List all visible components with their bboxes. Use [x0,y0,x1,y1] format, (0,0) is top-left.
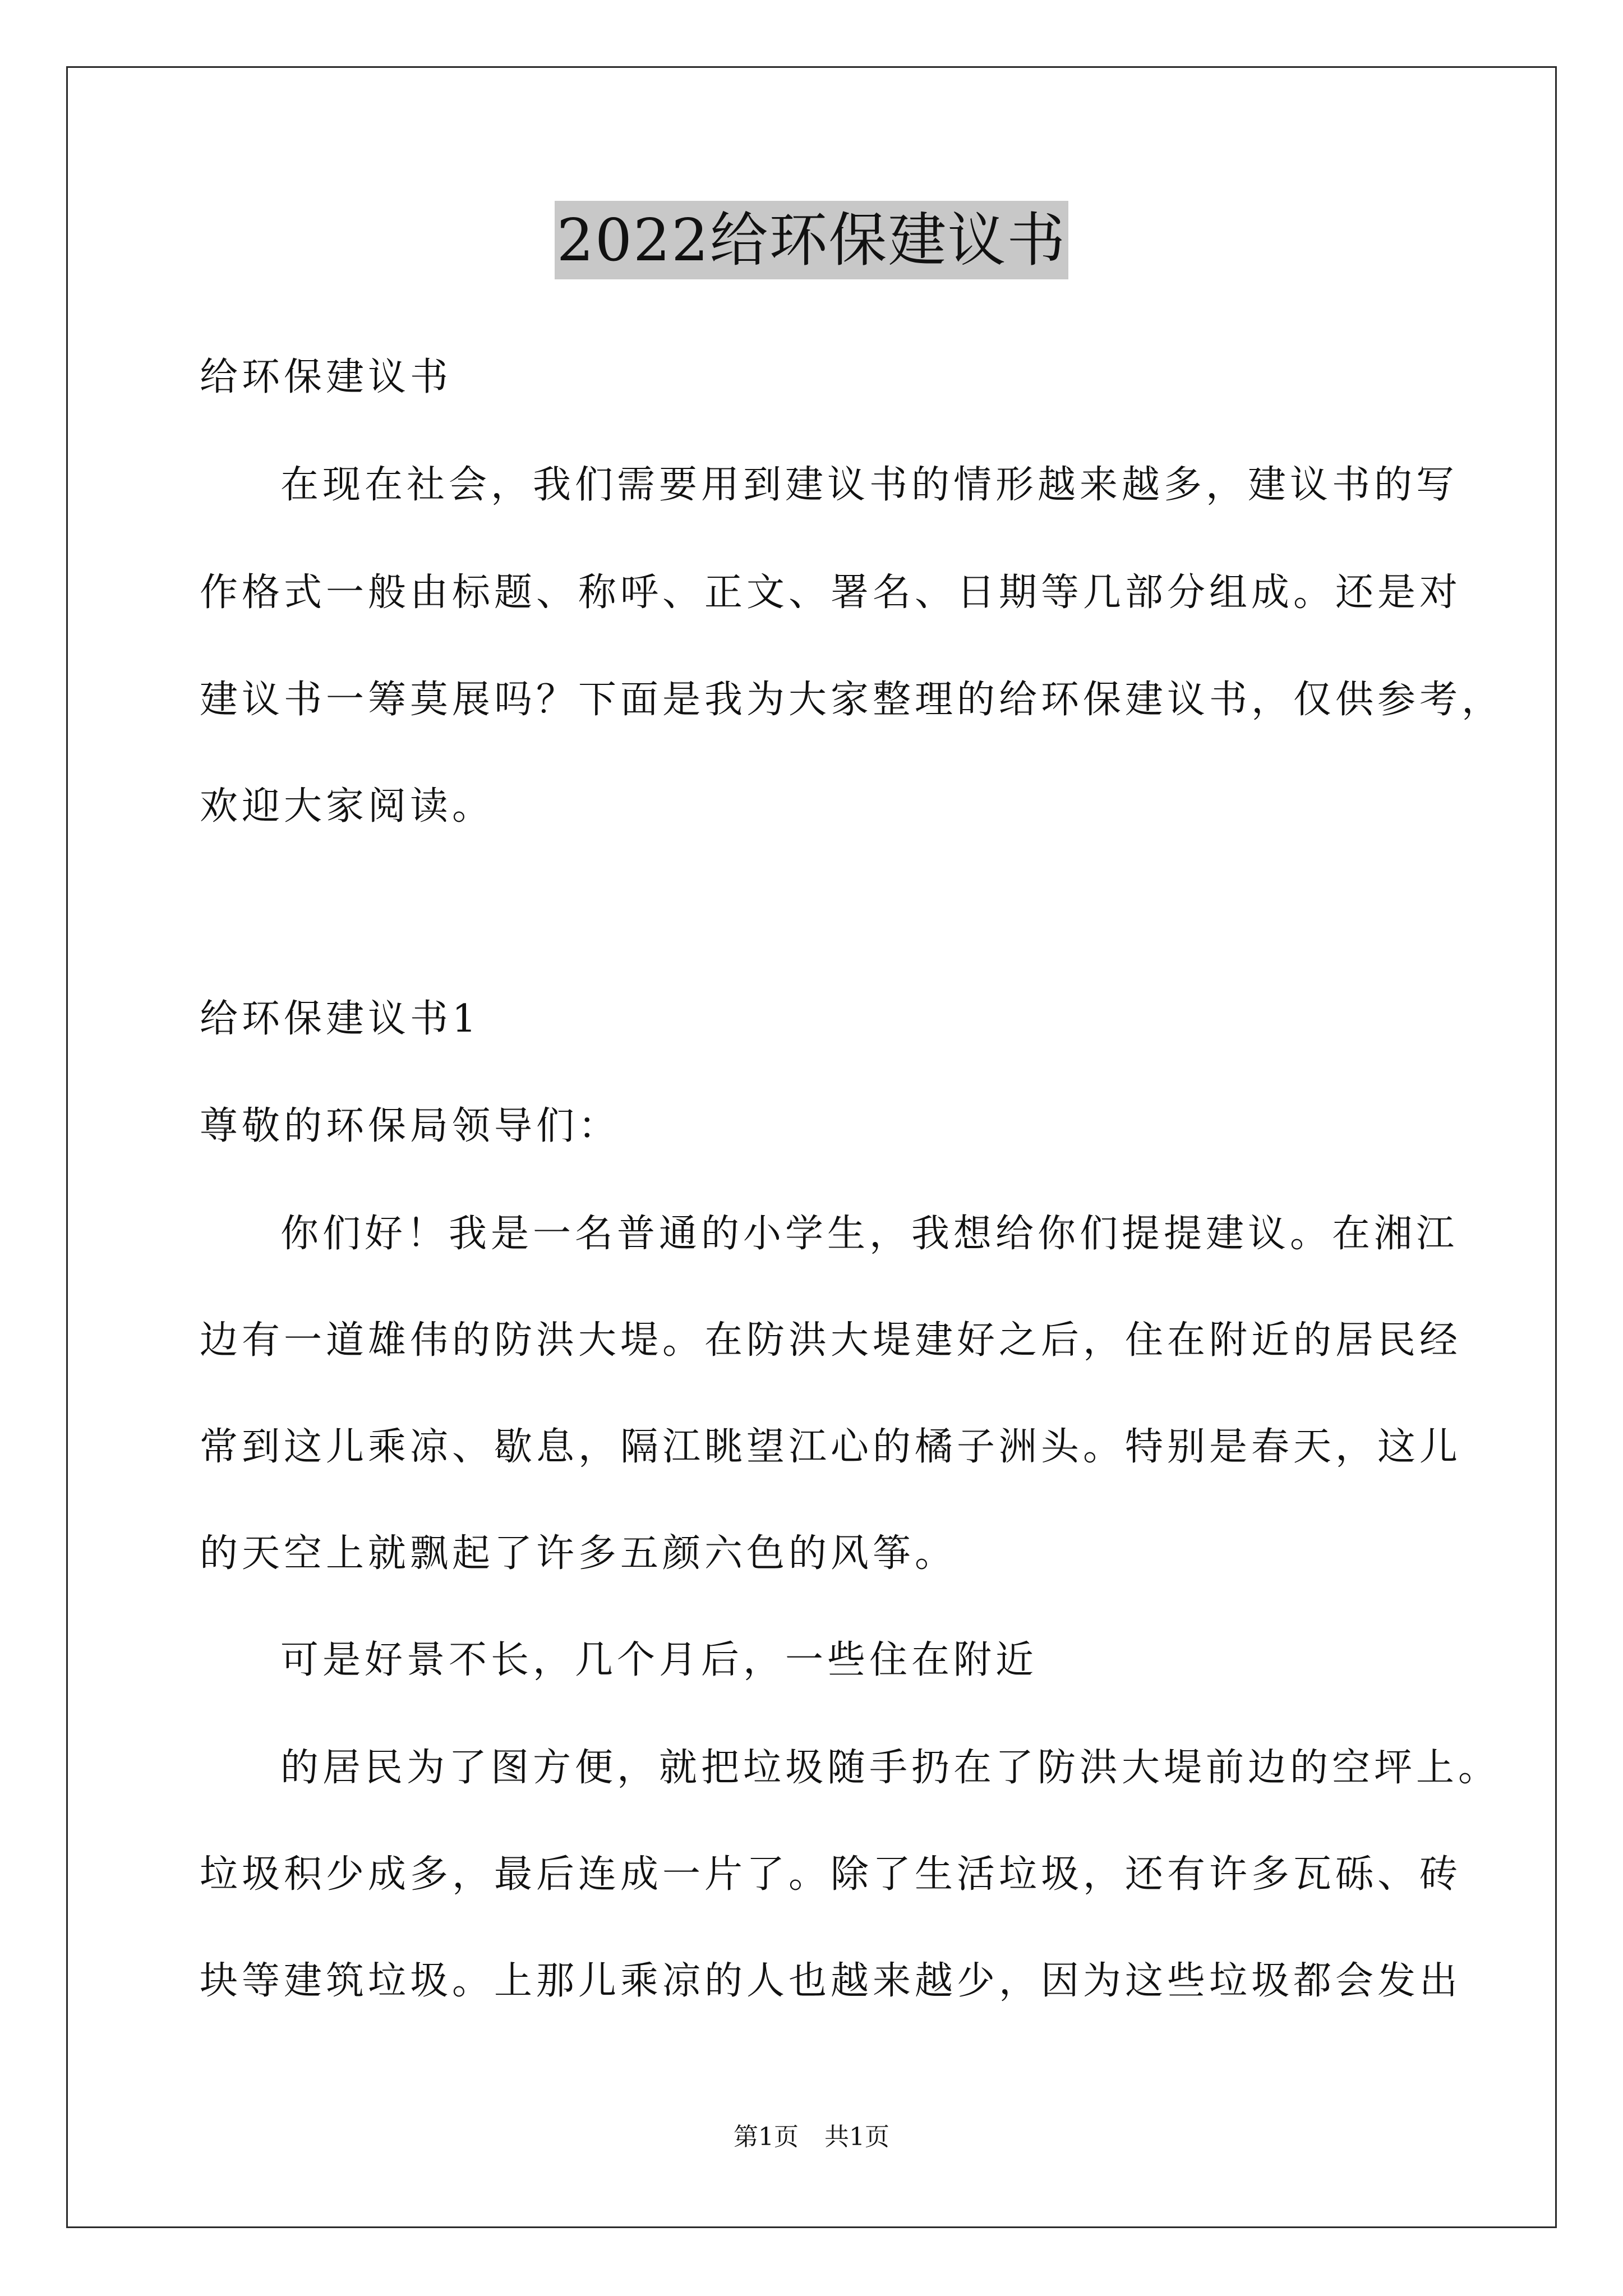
document-title: 2022给环保建议书 [555,201,1069,279]
paragraph-line: 你们好！我是一名普通的小学生，我想给你们提提建议。在湘江 [280,1212,1459,1256]
title-container [0,201,1623,279]
salutation: 尊敬的环保局领导们： [200,1104,621,1148]
page-total: 共1页 [824,2123,889,2151]
intro-line: 作格式一般由标题、称呼、正文、署名、日期等几部分组成。还是对 [200,570,1462,615]
intro-line: 欢迎大家阅读。 [200,784,495,829]
page-number: 第1页 [734,2123,799,2151]
intro-line: 在现在社会，我们需要用到建议书的情形越来越多，建议书的写 [280,463,1459,507]
paragraph-line: 的天空上就飘起了许多五颜六色的风筝。 [200,1531,957,1576]
intro-line: 建议书一筹莫展吗？下面是我为大家整理的给环保建议书，仅供参考， [200,678,1504,722]
paragraph-line: 垃圾积少成多，最后连成一片了。除了生活垃圾，还有许多瓦砾、砖 [200,1852,1462,1897]
paragraph-line: 的居民为了图方便，就把垃圾随手扔在了防洪大堤前边的空坪上。 [280,1746,1501,1790]
paragraph-line: 块等建筑垃圾。上那儿乘凉的人也越来越少，因为这些垃圾都会发出 [200,1959,1462,2003]
section-heading: 给环保建议书1 [200,997,481,1041]
paragraph-line: 边有一道雄伟的防洪大堤。在防洪大堤建好之后，住在附近的居民经 [200,1318,1462,1363]
page-footer [0,2120,1623,2154]
paragraph-line: 常到这儿乘凉、歇息，隔江眺望江心的橘子洲头。特别是春天，这儿 [200,1425,1462,1469]
paragraph-line: 可是好景不长，几个月后，一些住在附近 [280,1638,1038,1682]
intro-heading: 给环保建议书 [200,355,453,399]
